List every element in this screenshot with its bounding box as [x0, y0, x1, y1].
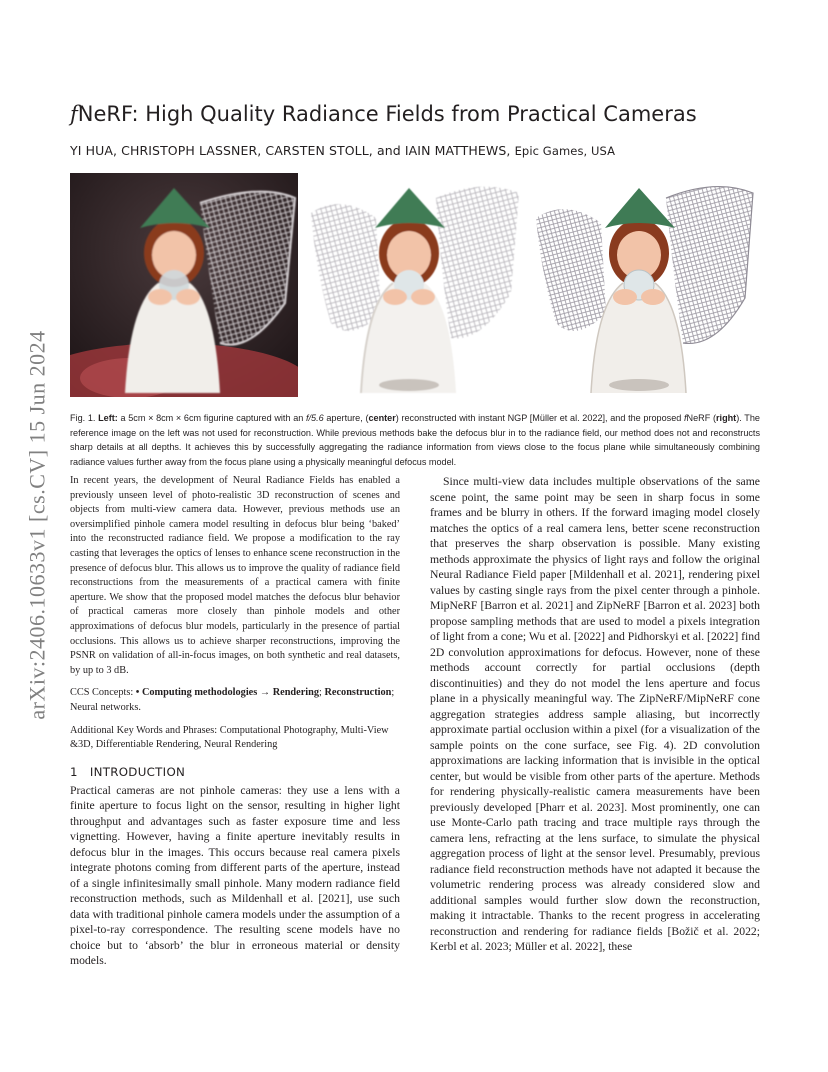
caption-left-word: Left:	[98, 413, 118, 423]
instant-ngp-reconstruction	[301, 173, 527, 397]
author-names: YI HUA, CHRISTOPH LASSNER, CARSTEN STOLL, and IAIN MATTHEWS,	[70, 143, 511, 158]
figure-panel-right	[531, 173, 759, 397]
abstract: In recent years, the development of Neural Radiance Fields has enabled a previously unseen level of photo-realistic 3D reconstruction of scenes and objects from multi-view camera data. However, previous methods use an oversimplified pinhole camera model resulting in defocus blur being ‘baked’ into the reconstructed radiance field. We propose a modification to the ray casting that leverages the optics of lenses to enhance scene reconstruction in the presence of defocus blur. This allows us to improve the quality of radiance field reconstructions from the measurements of a practical camera with finite aperture. We show that the proposed model matches the defocus blur behavior of practical cameras more closely than pinhole models and other approximations of defocus blur models, particularly in the presence of partial occlusions. This allows us to achieve sharper reconstructions, improving the PSNR on validation of all-in-focus images, on both synthetic and real datasets, by up to 3 dB.	[70, 475, 400, 676]
title-italic-f: f	[70, 102, 78, 126]
caption-text-d: NeRF (	[686, 413, 716, 423]
arxiv-stamp-text: arXiv:2406.10633v1 [cs.CV] 15 Jun 2024	[25, 330, 50, 720]
caption-text-e: ). The reference image on the left was not used for reconstruction. While previous methods bake the defocus blur in to the radiance field, our method does not and reconstructs sharp details at all depths. It achieves this by successfully aggregating the radiance information from views close to the focus plane while simultaneously combining radiance values further away from the focus plane using a physically meaningful defocus model.	[70, 413, 760, 467]
caption-fstop: f/5.6	[305, 413, 324, 423]
ccs-rest: ; Neural networks.	[70, 687, 395, 713]
caption-text-a: a 5cm × 8cm × 6cm figurine captured with an	[117, 413, 306, 423]
caption-fnerf-f: f	[684, 413, 687, 423]
figure-panel-center	[301, 173, 527, 397]
intro-paragraph-left: Practical cameras are not pinhole cameras: they use a lens with a finite aperture to focus light on the sensor, resulting in higher light throughput and advantages such as faster exposure time and less vignetting. However, having a finite aperture inevitably results in defocus blur in the images. This occurs because real camera pixels integrate photons coming from different parts of the aperture, instead of a single infinitesimally small pinhole. Many modern radiance field reconstruction methods, such as Mildenhall et al. [2021], use such data with traditional pinhole camera models under the assumption of a pixel-to-ray correspondence. The resulting scene models have no choice but to ‘absorb’ the blur in erroneous material or density models.	[70, 783, 400, 968]
ccs-bold-part: • Computing methodologies → Rendering	[135, 687, 320, 699]
ccs-label: CCS Concepts:	[70, 687, 136, 699]
ccs-concepts	[70, 686, 400, 715]
caption-center-word: center	[368, 413, 396, 423]
author-line	[70, 143, 770, 158]
ccs-bold-part2: Reconstruction	[324, 687, 392, 699]
caption-text-b: aperture, (	[323, 413, 369, 423]
paper-title	[70, 102, 770, 126]
section-heading	[70, 765, 400, 779]
figurine-captured-image	[70, 173, 298, 397]
section-title: INTRODUCTION	[89, 764, 186, 779]
right-column	[430, 474, 760, 955]
caption-text-c: ) reconstructed with instant NGP [Müller et al. 2022], and the proposed	[395, 413, 685, 423]
caption-right-word: right	[716, 413, 737, 423]
figure-panel-left	[70, 173, 298, 397]
fnerf-reconstruction	[531, 173, 759, 397]
intro-paragraph-right: Since multi-view data includes multiple observations of the same scene point, the same point may be seen in sharp focus in some frames and be blurry in others. If the forward imaging model closely matches the optics of a real camera lens, better scene reconstruction that preserves the sharp observation is possible. Many existing methods approximate the physics of light rays and follow the original Neural Radiance Field paper [Mildenhall et al. 2021], rendering pixel values by casting single rays from the pixel center through a pinhole. MipNeRF [Barron et al. 2021] and ZipNeRF [Barron et al. 2023] both propose sampling methods that are used to model a pixels integration of light from a cone; Wu et al. [2022] and Pidhorskyi et al. [2022] find 2D convolution approximations for defocus. However, none of these methods account correctly for partial occlusions (depth discontinuities) and they do not model the lens aperture and focus plane in a physically meaningful way. The ZipNeRF/MipNeRF cone aggregation strategies address sample aliasing, but incorrectly approximate partial occlusion within a pixel (for a visualization of the sample points on the cone surface, see Fig. 4). 2D convolution approximations are lacking information that is invisible in the optical center, but would be visible from other parts of the aperture. Methods for rendering physically-realistic camera measurements have been previously developed [Pharr et al. 2023]. Most prominently, one can use Monte-Carlo path tracing and trace multiple rays through the camera lens, refracting at the lens surface, to simulate the physical aggregation process of light at the sensor level. Presumably, previous radiance field reconstruction methods have not adapted it because the volumetric rendering process was already considered slow and additional samples would further slow down the reconstruction, making it intractable. Thanks to the recent progress in accelerating reconstruction and rendering for radiance fields [Božič et al. 2022; Kerbl et al. 2023; Müller et al. 2022], these	[430, 475, 760, 953]
left-column	[70, 474, 400, 969]
caption-label: Fig. 1.	[70, 413, 96, 423]
arxiv-stamp	[22, 290, 54, 760]
section-number: 1	[70, 764, 78, 779]
author-affiliation: Epic Games, USA	[514, 144, 616, 158]
ccs-sep: ;	[319, 687, 325, 699]
title-text: NeRF: High Quality Radiance Fields from Practical Cameras	[77, 102, 697, 126]
keywords: Additional Key Words and Phrases: Computational Photography, Multi-View &3D, Differentiable Rendering, Neural Rendering	[70, 724, 389, 751]
figure-caption	[70, 411, 760, 469]
